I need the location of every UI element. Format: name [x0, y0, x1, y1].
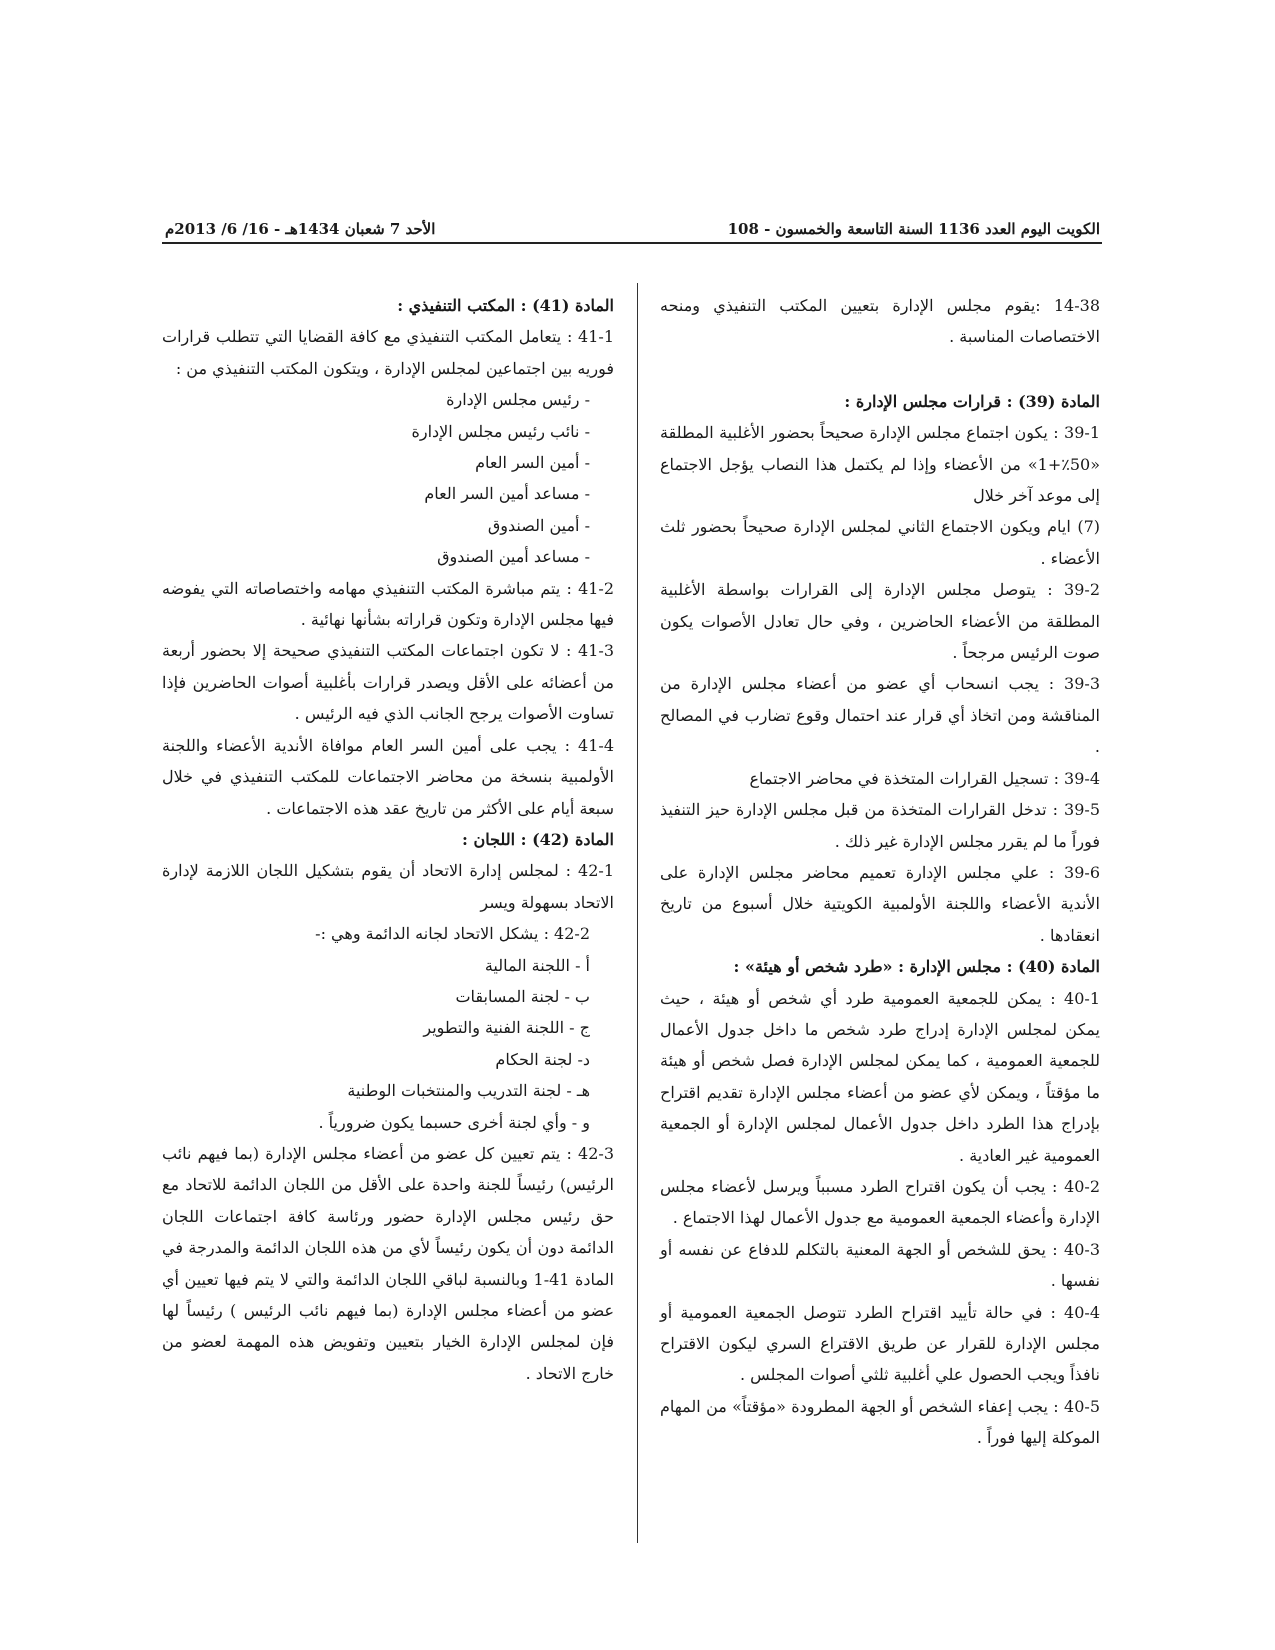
article-40-2: 40-2 : يجب أن يكون اقتراح الطرد مسبباً ويرسل لأعضاء مجلس الإدارة وأعضاء الجمعية العمومية مع جدول الأعمال لهذا الاجتماع . — [660, 1176, 1101, 1228]
article-42-1: 42-1 : لمجلس إدارة الاتحاد أن يقوم بتشكيل اللجان اللازمة لإدارة الاتحاد بسهولة ويسر — [162, 861, 614, 912]
article-42-3: 42-3 : يتم تعيين كل عضو من أعضاء مجلس الإدارة (بما فيهم نائب الرئيس) رئيساً للجنة واحدة على الأقل من اللجان الدائمة للاتحاد مع حق رئيس مجلس الإدارة حضور ورئاسة كافة اجتماعات اللجان الدائمة دون أن يكون رئيساً لأي من هذه اللجان الدائمة والمدرجة في المادة 41-1 وبالنسبة لباقي اللجان الدائمة والتي لا يتم فيها تعيين أي عضو من أعضاء مجلس الإدارة (بما فيهم نائب الرئيس ) رئيساً لها فإن لمجلس الإدارة الخيار بتعيين وتفويض هذه المهمة لعضو من خارج الاتحاد . — [162, 1143, 614, 1383]
left-column — [162, 290, 614, 1389]
list-item: ج - اللجنة الفنية والتطوير — [423, 1018, 590, 1038]
list-item: و - وأي لجنة أخرى حسبما يكون ضرورياً . — [318, 1112, 590, 1132]
article-39-2: 39-2 : يتوصل مجلس الإدارة إلى القرارات بواسطة الأغلبية المطلقة من الأعضاء الحاضرين ، وفي حال تعادل الأصوات يكون صوت الرئيس مرجحاً . — [660, 580, 1100, 663]
page-header — [165, 208, 1100, 238]
article-40-4: 40-4 : في حالة تأييد اقتراح الطرد تتوصل الجمعية العمومية أو مجلس الإدارة للقرار عن طريق الاقتراع السري ليكون الاقتراح نافذاً ويجب الحصول علي أغلبية ثلثي أصوات المجلس . — [660, 1302, 1100, 1385]
article-39-3: 39-3 : يجب انسحاب أي عضو من أعضاء مجلس الإدارة من المناقشة ومن اتخاذ أي قرار عند احتمال وقوع تضارب في المصالح . — [660, 674, 1100, 757]
list-item: - رئيس مجلس الإدارة — [446, 390, 590, 410]
list-item: أ - اللجنة المالية — [484, 955, 590, 975]
list-item: - نائب رئيس مجلس الإدارة — [411, 421, 590, 441]
article-39-1-continued: (7) ايام ويكون الاجتماع الثاني لمجلس الإدارة صحيحاً بحضور ثلث الأعضاء . — [660, 517, 1100, 568]
list-item: - أمين الصندوق — [487, 515, 590, 535]
list-item: - مساعد أمين الصندوق — [437, 547, 590, 567]
article-41-3: 41-3 : لا تكون اجتماعات المكتب التنفيذي صحيحة إلا بحضور أربعة من أعضائه على الأقل ويصدر قرارات بأغلبية أصوات الحاضرين فإذا تساوت الأصوات يرجح الجانب الذي فيه الرئيس . — [162, 641, 614, 724]
header-rule — [162, 242, 1102, 244]
article-40-heading: المادة (40) : مجلس الإدارة : «طرد شخص أو هيئة» : — [733, 957, 1100, 977]
list-item: ب - لجنة المسابقات — [455, 986, 590, 1006]
article-39-6: 39-6 : علي مجلس الإدارة تعميم محاضر مجلس الإدارة على الأندية الأعضاء واللجنة الأولمبية الكويتية خلال أسبوع من تاريخ انعقادها . — [660, 862, 1100, 945]
article-40-3: 40-3 : يحق للشخص أو الجهة المعنية بالتكلم للدفاع عن نفسه أو نفسها . — [660, 1239, 1100, 1291]
publication-info: الكويت اليوم العدد 1136 السنة التاسعة والخمسون - 108 — [727, 220, 1100, 238]
article-42-2: 42-2 : يشكل الاتحاد لجانه الدائمة وهي :- — [315, 924, 590, 944]
article-38-14: 14-38 :يقوم مجلس الإدارة بتعيين المكتب التنفيذي ومنحه الاختصاصات المناسبة . — [660, 296, 1100, 347]
list-item: د- لجنة الحكام — [495, 1049, 590, 1069]
article-39-heading: المادة (39) : قرارات مجلس الإدارة : — [844, 391, 1100, 411]
article-39-4: 39-4 : تسجيل القرارات المتخذة في محاضر الاجتماع — [749, 768, 1100, 788]
list-item: - مساعد أمين السر العام — [424, 484, 590, 504]
article-39-5: 39-5 : تدخل القرارات المتخذة من قبل مجلس الإدارة حيز التنفيذ فوراً ما لم يقرر مجلس الإدارة غير ذلك . — [660, 800, 1100, 851]
issue-date: الأحد 7 شعبان 1434هـ - 16/ 6/ 2013م — [165, 220, 436, 238]
list-item: هـ - لجنة التدريب والمنتخبات الوطنية — [347, 1081, 590, 1101]
article-41-4: 41-4 : يجب على أمين السر العام موافاة الأندية الأعضاء واللجنة الأولمبية بنسخة من محاضر الاجتماعات للمكتب التنفيذي في خلال سبعة أيام على الأكثر من تاريخ عقد هذه الاجتماعات . — [162, 735, 614, 818]
article-40-5: 40-5 : يجب إعفاء الشخص أو الجهة المطرودة «مؤقتاً» من المهام الموكلة إليها فوراً . — [660, 1396, 1100, 1448]
article-40-1: 40-1 : يمكن للجمعية العمومية طرد أي شخص أو هيئة ، حيث يمكن لمجلس الإدارة إدراج طرد شخص ما داخل جدول الأعمال للجمعية العمومية ، كما يمكن لمجلس الإدارة فصل شخص أو هيئة ما مؤقتاً ، ويمكن لأي عضو من أعضاء مجلس الإدارة تقديم اقتراح بإدراج هذا الطرد داخل جدول الأعمال لمجلس الإدارة أو الجمعية العمومية غير العادية . — [660, 988, 1100, 1165]
article-41-heading: المادة (41) : المكتب التنفيذي : — [397, 296, 614, 315]
column-divider — [637, 283, 638, 1543]
article-41-2: 41-2 : يتم مباشرة المكتب التنفيذي مهامه واختصاصاته التي يفوضه فيها مجلس الإدارة وتكون قراراته بشأنها نهائية . — [162, 578, 615, 630]
article-41-1: 41-1 : يتعامل المكتب التنفيذي مع كافة القضايا التي تتطلب قرارات فوريه بين اجتماعين لمجلس الإدارة ، ويتكون المكتب التنفيذي من : — [162, 327, 614, 378]
article-42-heading: المادة (42) : اللجان : — [461, 829, 614, 849]
list-item: - أمين السر العام — [475, 453, 590, 473]
article-39-1: 39-1 : يكون اجتماع مجلس الإدارة صحيحاً بحضور الأغلبية المطلقة «50٪+1» من الأعضاء وإذا لم يكتمل هذا النصاب يؤجل الاجتماع إلى موعد آخر خلال — [660, 423, 1100, 506]
right-column — [660, 290, 1100, 1454]
